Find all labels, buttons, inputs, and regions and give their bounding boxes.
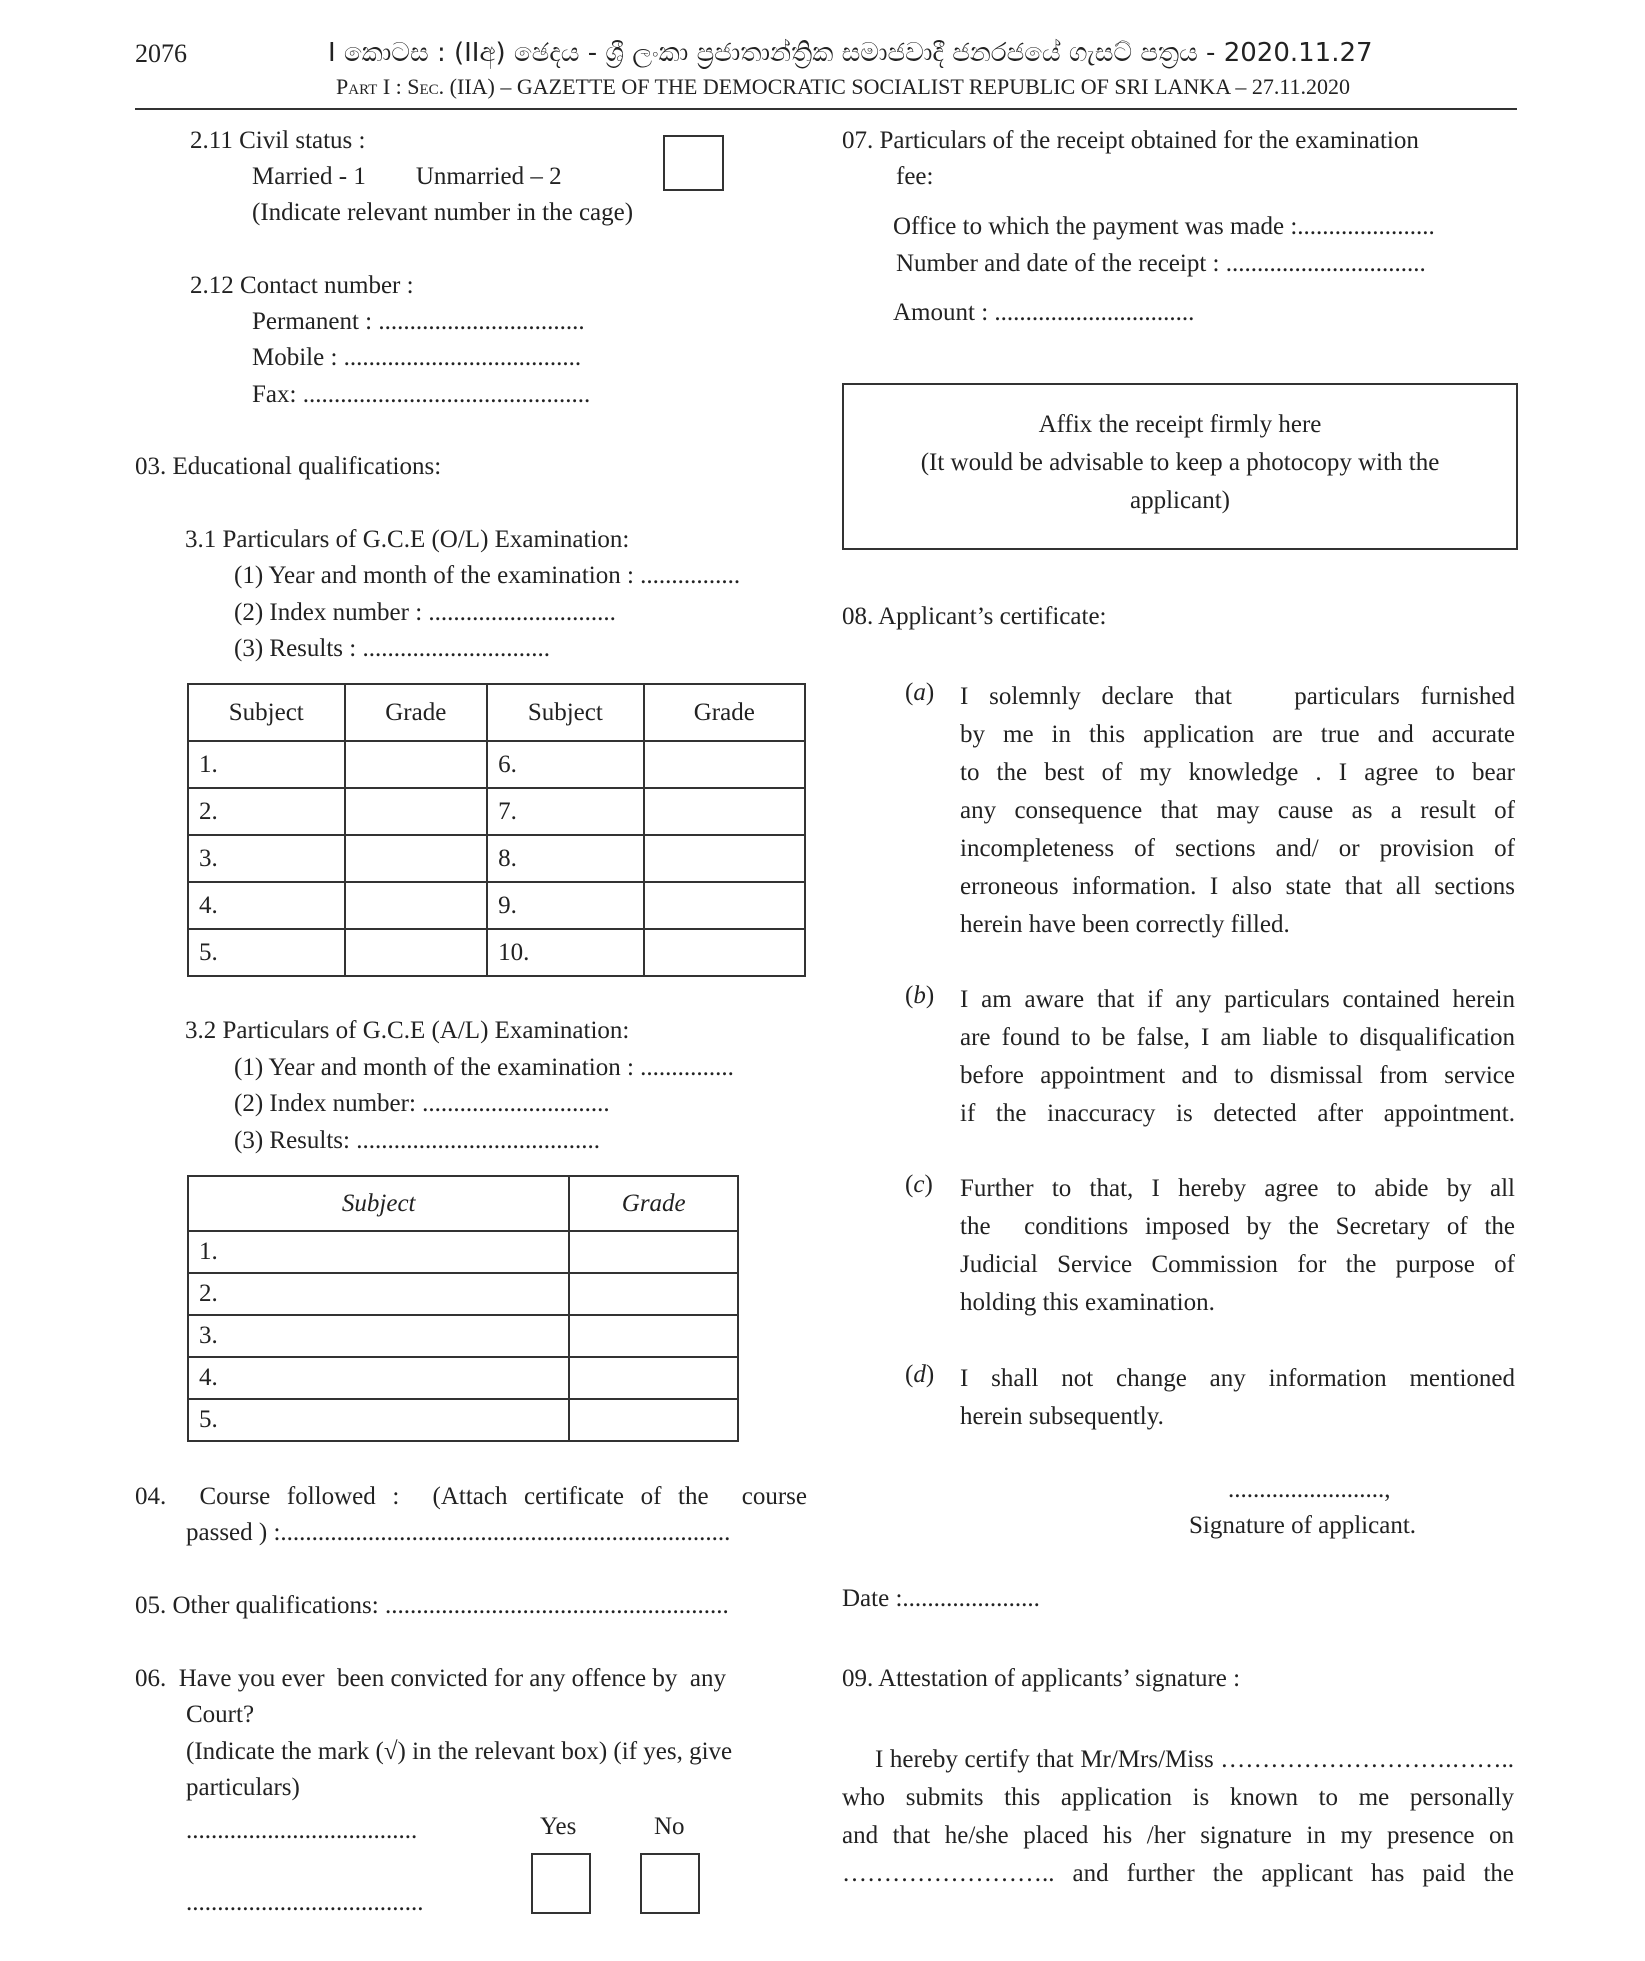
convicted-line-2: Court? <box>186 1701 255 1728</box>
signature-label: Signature of applicant. <box>1189 1512 1417 1539</box>
al-grade-cell[interactable] <box>569 1357 738 1399</box>
ol-row-number: 7. <box>487 788 644 835</box>
clause-d-marker: (d) <box>905 1361 935 1388</box>
convicted-line-3: (Indicate the mark (√) in the relevant box) (if yes, give <box>186 1738 733 1765</box>
affix-line-3: applicant) <box>1130 487 1230 514</box>
clause-c-line: holding this examination. <box>960 1289 1215 1316</box>
clause-c-line: Judicial Service Commission for the purpose of <box>960 1251 1515 1278</box>
convicted-line-1: 06. Have you ever been convicted for any offence by any <box>135 1665 726 1692</box>
ol-grade-cell[interactable] <box>345 835 488 882</box>
attestation-heading: 09. Attestation of applicants’ signature : <box>842 1665 1241 1692</box>
table-row <box>188 929 805 976</box>
course-line-1: 04. Course followed : (Attach certificate of the course <box>135 1483 807 1510</box>
ol-row-number: 8. <box>487 835 644 882</box>
clause-a-line: any consequence that may cause as a result of <box>960 797 1515 824</box>
civil-status-label: 2.11 Civil status : <box>190 127 366 154</box>
clause-a-line: by me in this application are true and accurate <box>960 721 1515 748</box>
clause-d-line: herein subsequently. <box>960 1403 1164 1430</box>
table-row <box>188 1315 738 1357</box>
ol-grade-cell[interactable] <box>644 882 805 929</box>
table-row <box>188 835 805 882</box>
al-row-number: 3. <box>188 1315 569 1357</box>
al-year: (1) Year and month of the examination : ............... <box>234 1054 734 1081</box>
ol-row-number: 6. <box>487 741 644 788</box>
clause-b-line: I am aware that if any particulars contained herein <box>960 986 1515 1013</box>
ol-header-grade-1: Grade <box>345 684 488 741</box>
al-header-subject: Subject <box>188 1176 569 1231</box>
page-number: 2076 <box>135 39 187 68</box>
ol-row-number: 2. <box>188 788 345 835</box>
ol-row-number: 5. <box>188 929 345 976</box>
al-grade-cell[interactable] <box>569 1273 738 1315</box>
clause-b-line: before appointment and to dismissal from service <box>960 1062 1515 1089</box>
attestation-line: I hereby certify that Mr/Mrs/Miss ……………………….…….. <box>875 1746 1514 1773</box>
ol-grade-cell[interactable] <box>644 929 805 976</box>
table-row <box>188 1231 738 1273</box>
attestation-line: …………………….. and further the applicant has paid the <box>842 1860 1514 1887</box>
affix-receipt-box <box>842 383 1518 550</box>
header-rule <box>135 108 1517 110</box>
convicted-dots-1: ..................................... <box>186 1817 418 1844</box>
clause-b-marker: (b) <box>905 982 935 1009</box>
contact-label: 2.12 Contact number : <box>190 272 414 299</box>
clause-a-line: incompleteness of sections and/ or provision of <box>960 835 1515 862</box>
ol-grade-cell[interactable] <box>644 835 805 882</box>
table-row <box>188 741 805 788</box>
receipt-line-2: fee: <box>896 163 934 190</box>
civil-status-hint: (Indicate relevant number in the cage) <box>252 199 634 226</box>
al-results: (3) Results: ....................................... <box>234 1127 600 1154</box>
yes-label: Yes <box>540 1813 577 1840</box>
clause-c-text <box>960 1170 1515 1322</box>
al-results-table <box>187 1175 739 1442</box>
ol-results: (3) Results : .............................. <box>234 635 550 662</box>
convicted-line-4: particulars) <box>186 1774 300 1801</box>
ol-grade-cell[interactable] <box>345 929 488 976</box>
clause-b-line: if the inaccuracy is detected after appointment. <box>960 1100 1515 1127</box>
convicted-dots-2: ...................................... <box>186 1889 424 1916</box>
ol-index: (2) Index number : .............................. <box>234 599 616 626</box>
ol-results-table <box>187 683 806 977</box>
clause-a-letter: a <box>913 679 926 706</box>
ol-grade-cell[interactable] <box>644 788 805 835</box>
no-checkbox[interactable] <box>640 1853 700 1914</box>
al-row-number: 2. <box>188 1273 569 1315</box>
al-grade-cell[interactable] <box>569 1231 738 1273</box>
ol-row-number: 1. <box>188 741 345 788</box>
al-grade-cell[interactable] <box>569 1399 738 1441</box>
al-index: (2) Index number: .............................. <box>234 1090 610 1117</box>
clause-c-letter: c <box>913 1171 925 1198</box>
ol-header-subject-1: Subject <box>188 684 345 741</box>
contact-permanent: Permanent : ................................. <box>252 308 585 335</box>
clause-a-text <box>960 678 1515 944</box>
ol-row-number: 9. <box>487 882 644 929</box>
al-header-grade: Grade <box>569 1176 738 1231</box>
clause-d-text <box>960 1360 1515 1436</box>
affix-line-1: Affix the receipt firmly here <box>1038 411 1322 438</box>
course-line-2: passed ) :........................................................................ <box>186 1519 731 1546</box>
contact-mobile: Mobile : ...................................... <box>252 344 582 371</box>
clause-b-line: are found to be false, I am liable to disqualification <box>960 1024 1515 1051</box>
clause-a-marker: (a) <box>905 679 935 706</box>
no-label: No <box>654 1813 685 1840</box>
ol-grade-cell[interactable] <box>345 882 488 929</box>
attestation-text <box>842 1741 1514 1893</box>
clause-a-line: erroneous information. I also state that all sections <box>960 873 1515 900</box>
ol-header-subject-2: Subject <box>487 684 644 741</box>
ol-grade-cell[interactable] <box>345 741 488 788</box>
clause-c-line: the conditions imposed by the Secretary of the <box>960 1213 1515 1240</box>
clause-a-line: I solemnly declare that particulars furnished <box>960 683 1515 710</box>
al-title: 3.2 Particulars of G.C.E (A/L) Examination: <box>185 1017 630 1044</box>
ol-grade-cell[interactable] <box>644 741 805 788</box>
header-sinhala: I කොටස : (IIඅ) ඡෙදය - ශ්‍රී ලංකා ප්‍රජාතාන්ත්‍රික සමාජවාදී ජනරජයේ ගැසට් පත්‍රය - 2020.11.27 <box>328 38 1373 68</box>
clause-a-line: herein have been correctly filled. <box>960 911 1290 938</box>
ol-header-grade-2: Grade <box>644 684 805 741</box>
header-english: Part I : Sec. (IIA) – GAZETTE OF THE DEMOCRATIC SOCIALIST REPUBLIC OF SRI LANKA – 27.11.2020 <box>336 74 1351 99</box>
al-row-number: 1. <box>188 1231 569 1273</box>
clause-a-line: to the best of my knowledge . I agree to bear <box>960 759 1515 786</box>
civil-status-cage[interactable] <box>663 135 724 191</box>
al-row-number: 5. <box>188 1399 569 1441</box>
ol-year: (1) Year and month of the examination : ................ <box>234 562 741 589</box>
table-row <box>188 882 805 929</box>
table-row <box>188 788 805 835</box>
date-field: Date :...................... <box>842 1585 1040 1612</box>
clause-c-marker: (c) <box>905 1171 933 1198</box>
ol-row-number: 10. <box>487 929 644 976</box>
affix-line-2: (It would be advisable to keep a photocopy with the <box>920 449 1440 476</box>
ol-title: 3.1 Particulars of G.C.E (O/L) Examination: <box>185 526 630 553</box>
ol-row-number: 3. <box>188 835 345 882</box>
ol-grade-cell[interactable] <box>345 788 488 835</box>
receipt-amount: Amount : ................................ <box>893 299 1195 326</box>
attestation-line: and that he/she placed his /her signature in my presence on <box>842 1822 1514 1849</box>
al-row-number: 4. <box>188 1357 569 1399</box>
education-heading: 03. Educational qualifications: <box>135 453 442 480</box>
table-row <box>188 1399 738 1441</box>
yes-checkbox[interactable] <box>531 1853 591 1914</box>
receipt-office: Office to which the payment was made :...................... <box>893 213 1435 240</box>
receipt-line-1: 07. Particulars of the receipt obtained for the examination <box>842 127 1419 154</box>
clause-d-line: I shall not change any information mentioned <box>960 1365 1515 1392</box>
other-qualifications: 05. Other qualifications: ....................................................... <box>135 1592 729 1619</box>
certificate-heading: 08. Applicant’s certificate: <box>842 603 1107 630</box>
ol-row-number: 4. <box>188 882 345 929</box>
clause-d-letter: d <box>913 1361 926 1388</box>
contact-fax: Fax: .............................................. <box>252 381 591 408</box>
civil-status-options: Married - 1 Unmarried – 2 <box>252 163 562 190</box>
table-row <box>188 1273 738 1315</box>
receipt-number: Number and date of the receipt : ................................ <box>896 250 1426 277</box>
clause-b-text <box>960 981 1515 1133</box>
signature-dots: ........................., <box>1228 1476 1391 1503</box>
attestation-line: who submits this application is known to me personally <box>842 1784 1514 1811</box>
al-grade-cell[interactable] <box>569 1315 738 1357</box>
clause-c-line: Further to that, I hereby agree to abide by all <box>960 1175 1515 1202</box>
table-row <box>188 1357 738 1399</box>
clause-b-letter: b <box>913 982 926 1009</box>
